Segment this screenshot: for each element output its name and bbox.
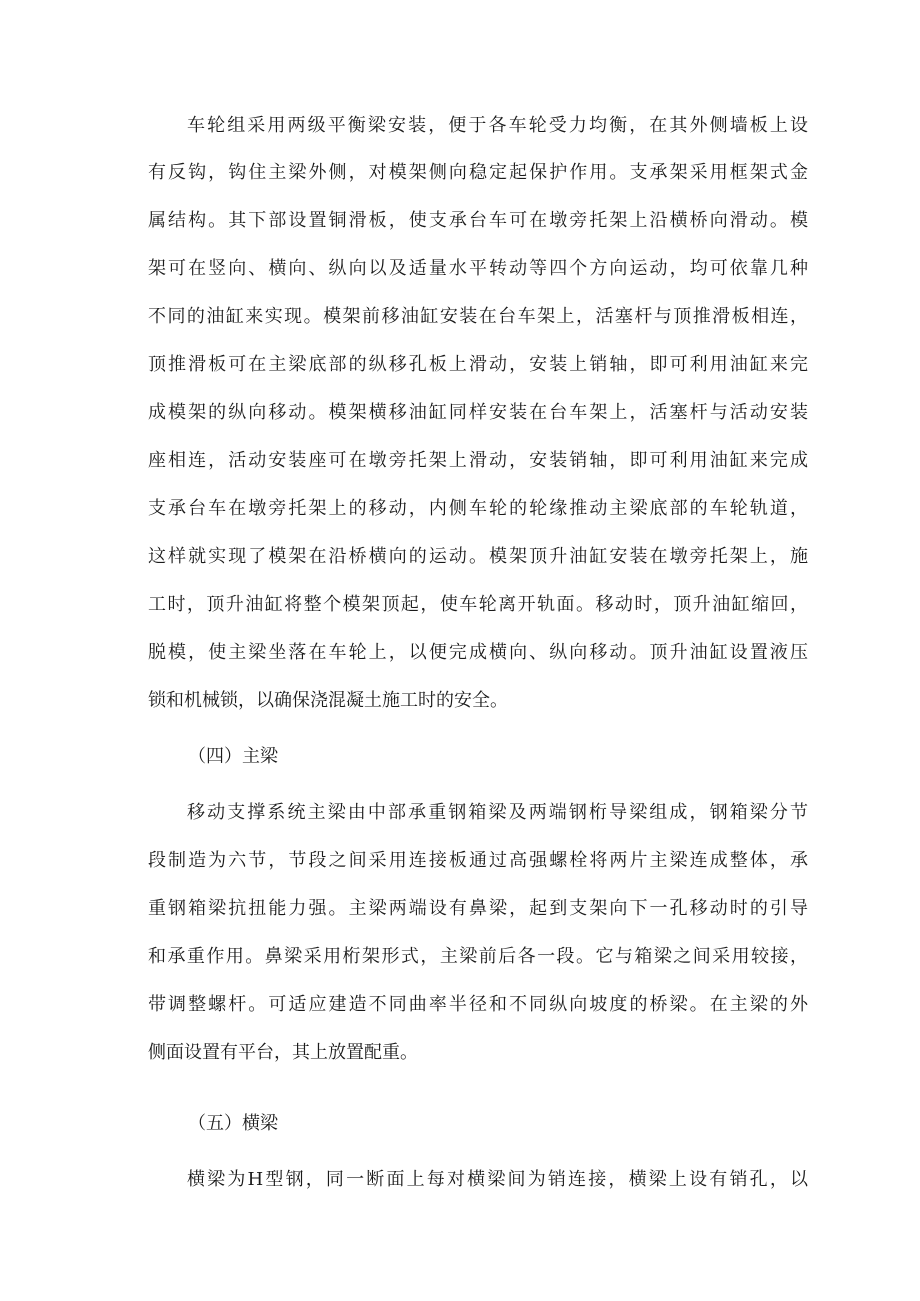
paragraph-1-line-12: 脱模，使主梁坐落在车轮上，以便完成横向、纵向移动。顶升油缸设置液压 xyxy=(148,642,808,663)
paragraph-1-line-4: 架可在竖向、横向、纵向以及适量水平转动等四个方向运动，均可依靠几种 xyxy=(148,258,808,279)
paragraph-1-line-5: 不同的油缸来实现。模架前移油缸安装在台车架上，活塞杆与顶推滑板相连， xyxy=(148,306,808,327)
paragraph-1-line-10: 这样就实现了模架在沿桥横向的运动。模架顶升油缸安装在墩旁托架上，施 xyxy=(148,546,808,567)
paragraph-1-line-1: 车轮组采用两级平衡梁安装，便于各车轮受力均衡，在其外侧墙板上设 xyxy=(187,115,808,136)
paragraph-3-line-1: 横梁为H型钢，同一断面上每对横梁间为销连接，横梁上设有销孔，以 xyxy=(187,1169,808,1190)
section-heading-cross-beam: （五）横梁 xyxy=(188,1113,278,1134)
paragraph-1-line-2: 有反钩，钩住主梁外侧，对模架侧向稳定起保护作用。支承架采用框架式金 xyxy=(148,162,808,183)
paragraph-2-line-3: 重钢箱梁抗扭能力强。主梁两端设有鼻梁，起到支架向下一孔移动时的引导 xyxy=(148,898,808,919)
paragraph-1-line-9: 支承台车在墩旁托架上的移动，内侧车轮的轮缘推动主梁底部的车轮轨道， xyxy=(148,498,808,519)
paragraph-2-line-6: 侧面设置有平台，其上放置配重。 xyxy=(148,1042,418,1063)
paragraph-2-line-5: 带调整螺杆。可适应建造不同曲率半径和不同纵向坡度的桥梁。在主梁的外 xyxy=(148,994,808,1015)
paragraph-2-line-2: 段制造为六节，节段之间采用连接板通过高强螺栓将两片主梁连成整体，承 xyxy=(148,850,808,871)
paragraph-1-line-7: 成模架的纵向移动。模架横移油缸同样安装在台车架上，活塞杆与活动安装 xyxy=(148,402,808,423)
paragraph-2-line-1: 移动支撑系统主梁由中部承重钢箱梁及两端钢桁导梁组成，钢箱梁分节 xyxy=(187,802,808,823)
section-heading-main-beam: （四）主梁 xyxy=(188,746,278,767)
paragraph-1-line-13: 锁和机械锁，以确保浇混凝土施工时的安全。 xyxy=(148,690,508,711)
paragraph-2-line-4: 和承重作用。鼻梁采用桁架形式，主梁前后各一段。它与箱梁之间采用较接， xyxy=(148,946,808,967)
paragraph-1-line-3: 属结构。其下部设置铜滑板，使支承台车可在墩旁托架上沿横桥向滑动。模 xyxy=(148,210,808,231)
paragraph-1-line-11: 工时，顶升油缸将整个模架顶起，使车轮离开轨面。移动时，顶升油缸缩回， xyxy=(148,594,808,615)
paragraph-1-line-6: 顶推滑板可在主梁底部的纵移孔板上滑动，安装上销轴，即可利用油缸来完 xyxy=(148,354,808,375)
paragraph-1-line-8: 座相连，活动安装座可在墩旁托架上滑动，安装销轴，即可利用油缸来完成 xyxy=(148,450,808,471)
